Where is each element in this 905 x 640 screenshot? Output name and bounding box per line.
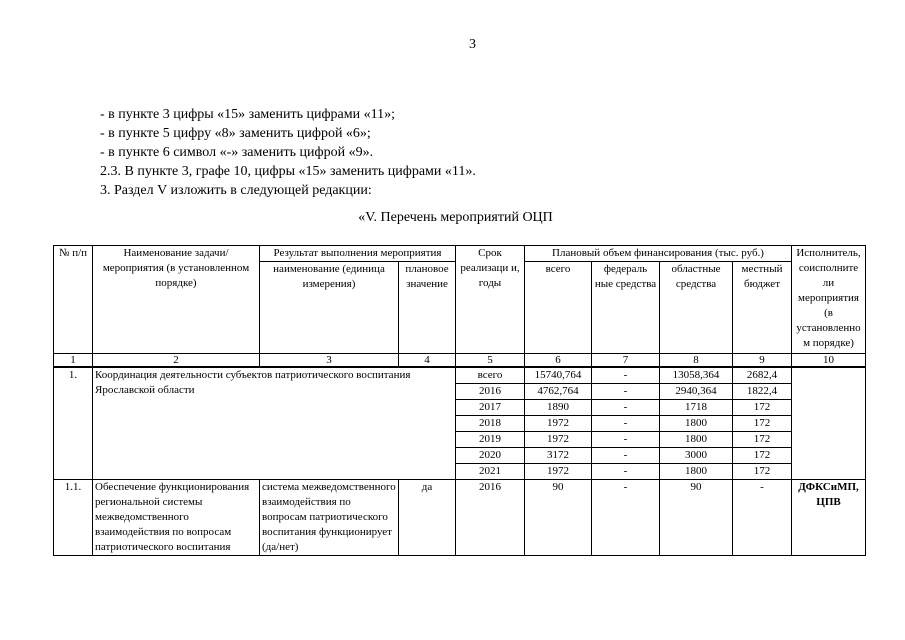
header-name: Наименование задачи/мероприятия (в установленном порядке) — [93, 246, 260, 354]
cell-regional: 1718 — [660, 400, 733, 416]
column-number: 3 — [260, 354, 399, 368]
column-number: 2 — [93, 354, 260, 368]
cell-local: 172 — [733, 464, 792, 480]
cell-local: 172 — [733, 416, 792, 432]
paragraph: - в пункте 6 символ «-» заменить цифрой «9». — [100, 145, 374, 160]
cell-federal: - — [592, 432, 660, 448]
header-result-plan: плановое значение — [399, 262, 456, 354]
table-row — [54, 480, 866, 556]
header-federal: федераль ные средства — [592, 262, 660, 354]
item-name: Обеспечение функционирования региональной системы межведомственного взаимодействия по вопросам патриотического воспитания — [93, 480, 260, 556]
cell-total: 1972 — [525, 464, 592, 480]
item-executor: ДФКСиМП, ЦПВ — [792, 480, 866, 556]
cell-federal: - — [592, 416, 660, 432]
header-num: № п/п — [54, 246, 93, 354]
column-number: 9 — [733, 354, 792, 368]
item-local: - — [733, 480, 792, 556]
cell-federal: - — [592, 384, 660, 400]
cell-local: 172 — [733, 400, 792, 416]
item-federal: - — [592, 480, 660, 556]
cell-local: 1822,4 — [733, 384, 792, 400]
cell-local: 172 — [733, 448, 792, 464]
paragraph: 2.3. В пункте 3, графе 10, цифры «15» заменить цифрами «11». — [100, 164, 476, 179]
header-funding: Плановый объем финансирования (тыс. руб.) — [525, 246, 792, 262]
cell-year: 2020 — [456, 448, 525, 464]
item-result-plan: да — [399, 480, 456, 556]
header-executor: Исполнитель, соисполните ли мероприятия (в установленно м порядке) — [792, 246, 866, 354]
cell-regional: 3000 — [660, 448, 733, 464]
cell-year: всего — [456, 367, 525, 384]
page-number: 3 — [469, 37, 476, 52]
column-number: 8 — [660, 354, 733, 368]
cell-federal: - — [592, 464, 660, 480]
cell-local: 172 — [733, 432, 792, 448]
cell-regional: 1800 — [660, 464, 733, 480]
column-number: 6 — [525, 354, 592, 368]
task-num: 1. — [54, 367, 93, 480]
amendment-paragraphs — [100, 105, 476, 200]
header-local: местный бюджет — [733, 262, 792, 354]
table-row — [54, 367, 866, 384]
cell-total: 15740,764 — [525, 367, 592, 384]
column-number: 5 — [456, 354, 525, 368]
item-result-name: система межведомственного взаимодействия по вопросам патриотического воспитания функционирует (да/нет) — [260, 480, 399, 556]
cell-total: 4762,764 — [525, 384, 592, 400]
item-num: 1.1. — [54, 480, 93, 556]
task-executor — [792, 367, 866, 480]
task-name: Координация деятельности субъектов патриотического воспитания Ярославской области — [93, 367, 456, 480]
item-regional: 90 — [660, 480, 733, 556]
cell-local: 2682,4 — [733, 367, 792, 384]
header-result: Результат выполнения мероприятия — [260, 246, 456, 262]
cell-federal: - — [592, 448, 660, 464]
header-result-name: наименование (единица измерения) — [260, 262, 399, 354]
cell-regional: 1800 — [660, 416, 733, 432]
column-numbers-row — [54, 354, 866, 368]
column-number: 7 — [592, 354, 660, 368]
item-year: 2016 — [456, 480, 525, 556]
cell-regional: 2940,364 — [660, 384, 733, 400]
column-number: 1 — [54, 354, 93, 368]
cell-year: 2019 — [456, 432, 525, 448]
header-term: Срок реализаци и, годы — [456, 246, 525, 354]
cell-regional: 13058,364 — [660, 367, 733, 384]
header-row — [54, 246, 866, 262]
section-title: «V. Перечень мероприятий ОЦП — [358, 210, 553, 225]
cell-year: 2021 — [456, 464, 525, 480]
cell-total: 3172 — [525, 448, 592, 464]
cell-total: 1972 — [525, 416, 592, 432]
cell-federal: - — [592, 400, 660, 416]
header-regional: областные средства — [660, 262, 733, 354]
cell-year: 2017 — [456, 400, 525, 416]
cell-year: 2016 — [456, 384, 525, 400]
header-total: всего — [525, 262, 592, 354]
cell-total: 1890 — [525, 400, 592, 416]
column-number: 10 — [792, 354, 866, 368]
paragraph: - в пункте 5 цифру «8» заменить цифрой «6»; — [100, 126, 371, 141]
cell-federal: - — [592, 367, 660, 384]
cell-regional: 1800 — [660, 432, 733, 448]
cell-year: 2018 — [456, 416, 525, 432]
column-number: 4 — [399, 354, 456, 368]
paragraph: - в пункте 3 цифры «15» заменить цифрами «11»; — [100, 107, 395, 122]
cell-total: 1972 — [525, 432, 592, 448]
paragraph: 3. Раздел V изложить в следующей редакции: — [100, 183, 372, 198]
item-total: 90 — [525, 480, 592, 556]
measures-table — [53, 245, 866, 556]
